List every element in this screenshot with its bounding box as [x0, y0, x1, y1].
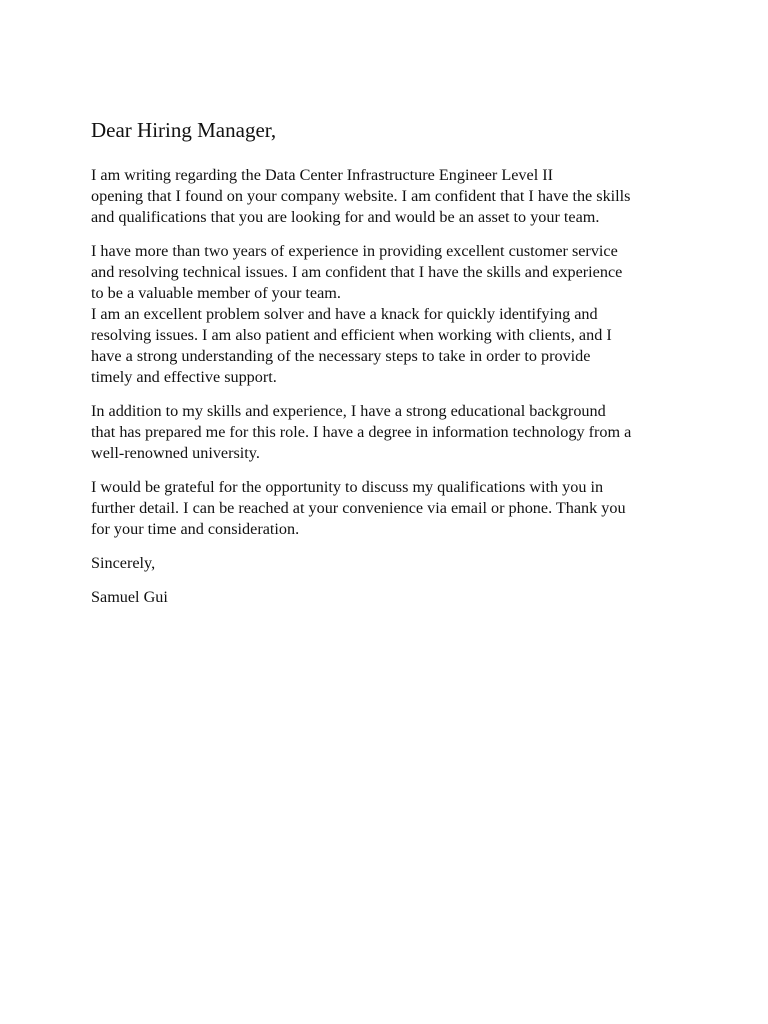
- paragraph-line: well-renowned university.: [91, 444, 260, 462]
- letter-signature: Samuel Gui: [91, 588, 168, 606]
- cover-letter: [91, 117, 691, 608]
- paragraph-line: that has prepared me for this role. I have a degree in information technology from a: [91, 423, 632, 441]
- paragraph-line: I am writing regarding the Data Center Infrastructure Engineer Level II: [91, 166, 554, 184]
- paragraph-line: further detail. I can be reached at your convenience via email or phone. Thank you: [91, 499, 626, 517]
- paragraph-experience: [91, 241, 691, 388]
- paragraph-line: and resolving technical issues. I am confident that I have the skills and experience: [91, 263, 623, 281]
- paragraph-line: In addition to my skills and experience, I have a strong educational background: [91, 402, 606, 420]
- paragraph-line: and qualifications that you are looking for and would be an asset to your team.: [91, 208, 600, 226]
- paragraph-line: to be a valuable member of your team.: [91, 284, 341, 302]
- paragraph-line: I would be grateful for the opportunity to discuss my qualifications with you in: [91, 478, 604, 496]
- paragraph-education: [91, 401, 691, 464]
- letter-greeting: Dear Hiring Manager,: [91, 118, 277, 142]
- paragraph-line: have a strong understanding of the necessary steps to take in order to provide: [91, 347, 591, 365]
- paragraph-line: I have more than two years of experience in providing excellent customer service: [91, 242, 618, 260]
- paragraph-line: I am an excellent problem solver and have a knack for quickly identifying and: [91, 305, 598, 323]
- paragraph-line: timely and effective support.: [91, 368, 277, 386]
- paragraph-line: resolving issues. I am also patient and efficient when working with clients, and I: [91, 326, 612, 344]
- paragraph-line: for your time and consideration.: [91, 520, 300, 538]
- paragraph-intro: [91, 165, 691, 228]
- paragraph-line: opening that I found on your company website. I am confident that I have the skills: [91, 187, 631, 205]
- letter-closing: Sincerely,: [91, 554, 156, 572]
- paragraph-closing-remarks: [91, 477, 691, 540]
